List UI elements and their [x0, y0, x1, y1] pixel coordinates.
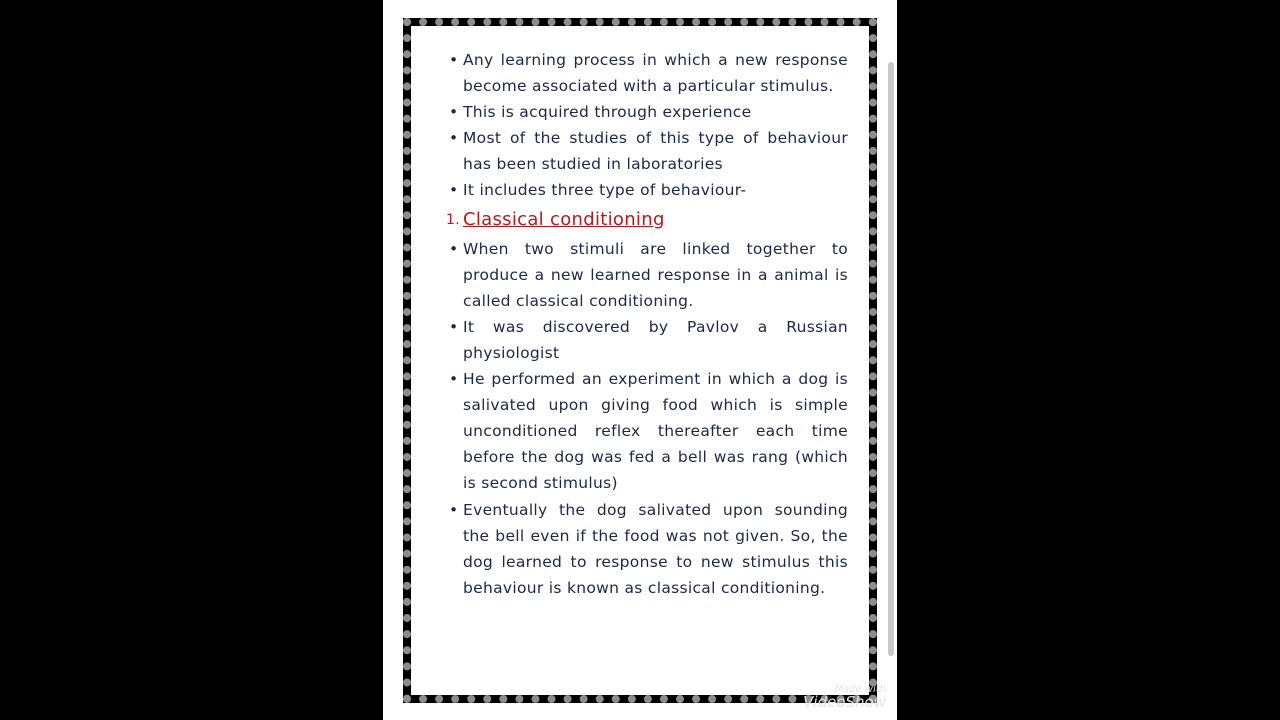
list-item: • It was discovered by Pavlov a Russian physiologist: [463, 314, 848, 366]
list-item: • When two stimuli are linked together to produce a new learned response in a animal is called classical conditioning.: [463, 236, 848, 314]
intro-list: [449, 47, 848, 204]
bullet-icon: •: [449, 239, 459, 258]
bullet-icon: •: [449, 500, 459, 519]
list-item: • Any learning process in which a new response become associated with a particular stimulus.: [463, 47, 848, 99]
bullet-icon: •: [449, 51, 459, 69]
section-title: Classical conditioning: [463, 208, 665, 230]
bullet-icon: •: [449, 317, 459, 336]
bullet-icon: •: [449, 129, 459, 148]
bullet-icon: •: [449, 181, 459, 200]
list-item: • Most of the studies of this type of behaviour has been studied in laboratories: [463, 125, 848, 177]
section-list: [449, 236, 848, 601]
list-item: • Eventually the dog salivated upon sounding the bell even if the food was not given. So, the dog learned to response to new stimulus this behaviour is known as classical conditioning.: [463, 497, 848, 601]
bullet-icon: •: [449, 103, 459, 122]
scrollbar[interactable]: [888, 62, 894, 656]
list-item: • This is acquired through experience: [463, 99, 848, 125]
watermark: Made with VideoShow: [803, 684, 886, 711]
list-item: • He performed an experiment in which a dog is salivated upon giving food which is simple unconditioned reflex thereafter each time before the dog was fed a bell was rang (which is second stimulus): [463, 366, 848, 496]
bullet-icon: •: [449, 370, 459, 389]
list-item: • It includes three type of behaviour-: [463, 177, 848, 203]
document-content: [446, 47, 848, 601]
section-number: 1.: [446, 211, 460, 228]
section-heading: [446, 204, 848, 236]
